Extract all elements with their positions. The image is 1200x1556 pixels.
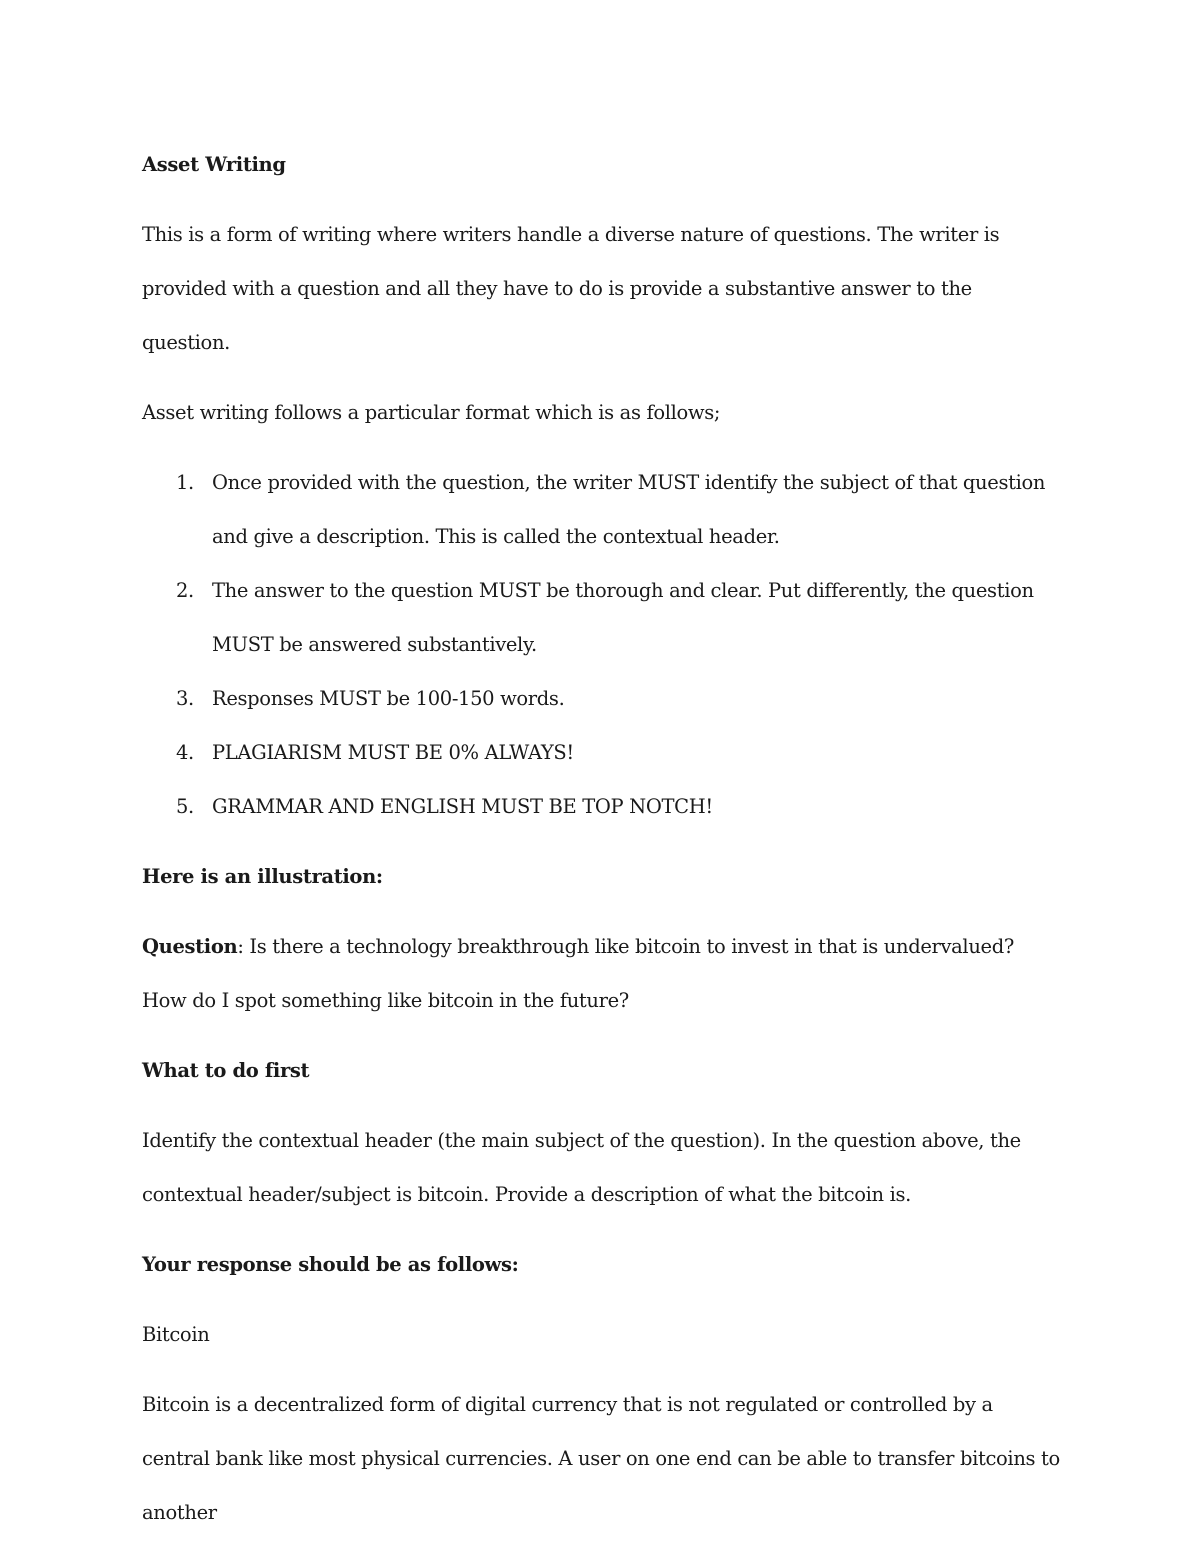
illustration-heading: Here is an illustration: xyxy=(142,865,383,888)
list-item-text: Once provided with the question, the writer MUST identify the subject of that question and give a description. This is called the contextual header. xyxy=(212,471,1046,548)
list-item-number: 3. xyxy=(176,687,194,710)
list-item-text: The answer to the question MUST be thorough and clear. Put differently, the question MUST be answered substantively. xyxy=(212,579,1034,656)
list-item xyxy=(142,726,1062,780)
document-title: Asset Writing xyxy=(142,153,286,176)
question-text: : Is there a technology breakthrough like bitcoin to invest in that is undervalued? How do I spot something like bitcoin in the future? xyxy=(142,935,1014,1012)
list-item xyxy=(142,672,1062,726)
list-item-number: 5. xyxy=(176,795,194,818)
response-heading: Your response should be as follows: xyxy=(142,1253,519,1276)
list-item-number: 4. xyxy=(176,741,194,764)
first-step-heading: What to do first xyxy=(142,1059,310,1082)
list-item-text: PLAGIARISM MUST BE 0% ALWAYS! xyxy=(212,741,574,764)
rules-list xyxy=(142,456,1062,834)
question-label: Question xyxy=(142,935,238,958)
list-item xyxy=(142,564,1062,672)
response-subject: Bitcoin xyxy=(142,1323,210,1346)
list-item xyxy=(142,780,1062,834)
list-item-number: 1. xyxy=(176,471,194,494)
list-item xyxy=(142,456,1062,564)
document-body xyxy=(142,138,1062,1556)
list-item-text: Responses MUST be 100-150 words. xyxy=(212,687,565,710)
format-intro-paragraph: Asset writing follows a particular format which is as follows; xyxy=(142,401,721,424)
first-step-paragraph: Identify the contextual header (the main subject of the question). In the question above, the contextual header/subject is bitcoin. Provide a description of what the bitcoin is. xyxy=(142,1129,1021,1206)
list-item-text: GRAMMAR AND ENGLISH MUST BE TOP NOTCH! xyxy=(212,795,713,818)
question-paragraph xyxy=(142,920,1062,1028)
response-paragraph: Bitcoin is a decentralized form of digital currency that is not regulated or controlled by a central bank like most physical currencies. A user on one end can be able to transfer bitcoins to another xyxy=(142,1393,1060,1524)
intro-paragraph: This is a form of writing where writers handle a diverse nature of questions. The writer is provided with a question and all they have to do is provide a substantive answer to the question. xyxy=(142,223,1000,354)
list-item-number: 2. xyxy=(176,579,194,602)
